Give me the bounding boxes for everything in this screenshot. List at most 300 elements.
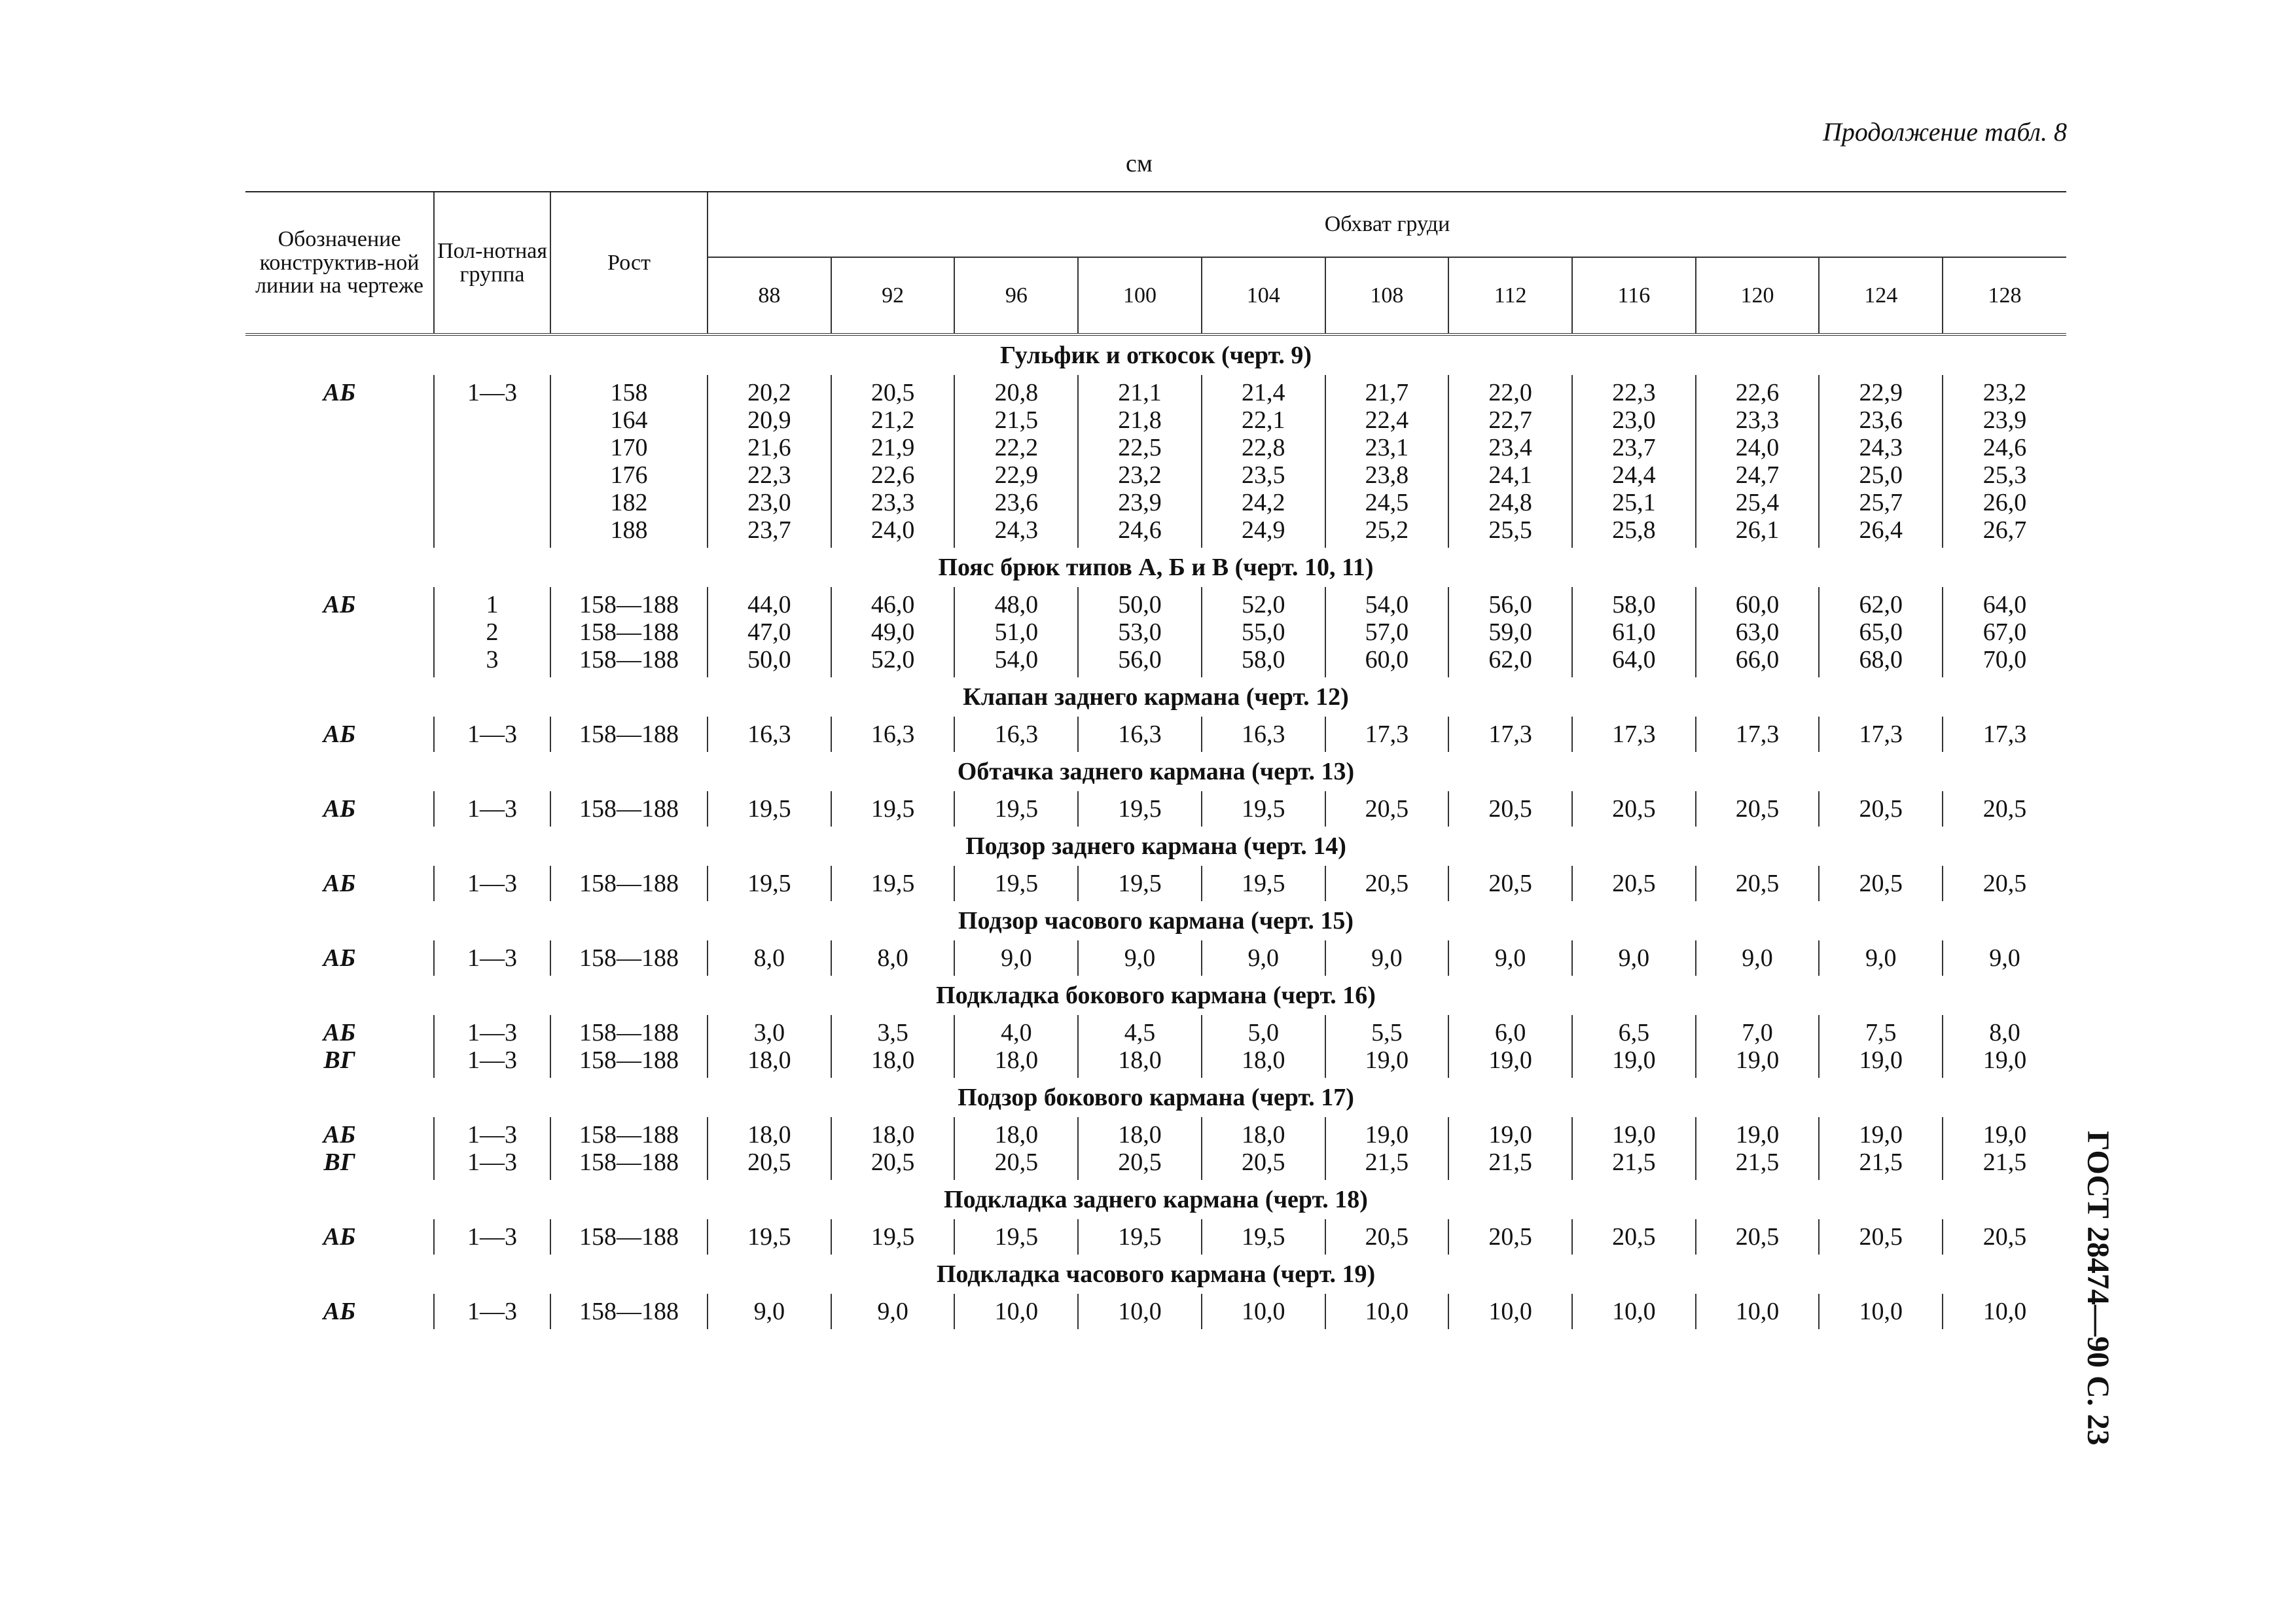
value-cell-line: 9,0 bbox=[1865, 944, 1897, 972]
value-cell-line: 16,3 bbox=[1241, 721, 1285, 748]
value-cell bbox=[708, 1294, 831, 1329]
value-cell-line: 4,5 bbox=[1124, 1019, 1156, 1046]
table-row bbox=[245, 791, 2066, 827]
group-cell-line bbox=[435, 516, 550, 544]
value-cell-line: 24,7 bbox=[1735, 461, 1780, 489]
value-cell bbox=[831, 717, 955, 752]
value-cell-line: 23,3 bbox=[1735, 406, 1780, 434]
value-cell bbox=[1943, 791, 2066, 827]
value-cell bbox=[831, 1117, 955, 1180]
value-cell bbox=[1078, 375, 1202, 548]
height-cell bbox=[550, 1219, 708, 1255]
group-cell-line: 1 bbox=[486, 591, 499, 618]
section-title-row bbox=[245, 827, 2066, 866]
value-cell-line: 19,5 bbox=[747, 1223, 791, 1251]
value-cell bbox=[1078, 866, 1202, 901]
value-cell-line: 21,5 bbox=[1859, 1149, 1903, 1176]
value-cell-line: 9,0 bbox=[1494, 944, 1526, 972]
value-cell-line: 19,0 bbox=[1982, 1121, 2027, 1149]
value-cell-line: 20,5 bbox=[1735, 795, 1780, 823]
value-cell bbox=[1078, 791, 1202, 827]
height-cell-line: 158—188 bbox=[579, 1298, 679, 1325]
value-cell bbox=[954, 587, 1078, 677]
value-cell bbox=[1819, 1015, 1943, 1078]
value-cell-line: 19,5 bbox=[870, 1223, 915, 1251]
value-cell-line: 19,0 bbox=[1612, 1121, 1656, 1149]
value-cell-line: 53,0 bbox=[1118, 618, 1162, 646]
value-cell bbox=[1572, 1294, 1696, 1329]
value-cell bbox=[1325, 1219, 1449, 1255]
value-cell-line: 10,0 bbox=[1365, 1298, 1409, 1325]
value-cell-line: 20,5 bbox=[1735, 870, 1780, 897]
value-cell bbox=[1943, 1294, 2066, 1329]
header-designation: Обозначение конструктив-ной линии на чертеже bbox=[245, 192, 434, 334]
group-cell-line: 1—3 bbox=[467, 379, 518, 406]
value-cell-line: 9,0 bbox=[1618, 944, 1650, 972]
value-cell-line: 52,0 bbox=[870, 646, 915, 673]
value-cell bbox=[1819, 587, 1943, 677]
value-cell-line: 68,0 bbox=[1859, 646, 1903, 673]
value-cell bbox=[1696, 1117, 1820, 1180]
value-cell bbox=[1943, 717, 2066, 752]
section-title: Подкладка бокового кармана (черт. 16) bbox=[936, 982, 1376, 1009]
value-cell bbox=[1819, 375, 1943, 548]
section-title: Пояс брюк типов А, Б и В (черт. 10, 11) bbox=[938, 554, 1374, 581]
value-cell-line: 18,0 bbox=[870, 1121, 915, 1149]
table-row bbox=[245, 1219, 2066, 1255]
value-cell-line: 8,0 bbox=[1989, 1019, 2020, 1046]
value-cell-line: 19,5 bbox=[1241, 870, 1285, 897]
value-cell-line: 4,0 bbox=[1001, 1019, 1032, 1046]
value-cell bbox=[954, 1294, 1078, 1329]
value-cell-line: 24,1 bbox=[1488, 461, 1532, 489]
section-title-row bbox=[245, 901, 2066, 940]
group-cell-line: 1—3 bbox=[467, 1149, 518, 1176]
height-cell bbox=[550, 940, 708, 976]
value-cell bbox=[1325, 791, 1449, 827]
value-cell bbox=[708, 791, 831, 827]
value-cell-line: 67,0 bbox=[1982, 618, 2027, 646]
height-cell-line: 176 bbox=[610, 461, 648, 489]
value-cell-line: 18,0 bbox=[1118, 1121, 1162, 1149]
value-cell-line: 8,0 bbox=[753, 944, 785, 972]
height-cell-line: 158—188 bbox=[579, 646, 679, 673]
value-cell-line: 26,7 bbox=[1982, 516, 2027, 544]
value-cell bbox=[954, 1219, 1078, 1255]
value-cell bbox=[1943, 587, 2066, 677]
value-cell-line: 9,0 bbox=[1371, 944, 1403, 972]
value-cell bbox=[1943, 1219, 2066, 1255]
group-cell-line: 1—3 bbox=[467, 1046, 518, 1074]
value-cell bbox=[831, 1015, 955, 1078]
value-cell bbox=[1448, 1294, 1572, 1329]
value-cell-line: 24,4 bbox=[1612, 461, 1656, 489]
value-cell bbox=[1572, 1117, 1696, 1180]
value-cell bbox=[1202, 1219, 1325, 1255]
value-cell bbox=[1325, 866, 1449, 901]
value-cell-line: 26,4 bbox=[1859, 516, 1903, 544]
value-cell-line: 55,0 bbox=[1241, 618, 1285, 646]
value-cell-line: 21,5 bbox=[1488, 1149, 1532, 1176]
value-cell-line: 20,5 bbox=[1859, 1223, 1903, 1251]
value-cell-line: 3,5 bbox=[877, 1019, 908, 1046]
chest-size-header: 92 bbox=[831, 257, 955, 334]
value-cell-line: 21,9 bbox=[870, 434, 915, 461]
value-cell-line: 20,5 bbox=[1982, 870, 2027, 897]
value-cell-line: 3,0 bbox=[753, 1019, 785, 1046]
chest-size-header: 100 bbox=[1078, 257, 1202, 334]
group-cell-line bbox=[435, 434, 550, 461]
value-cell bbox=[954, 717, 1078, 752]
height-cell-line: 158—188 bbox=[579, 618, 679, 646]
value-cell-line: 22,7 bbox=[1488, 406, 1532, 434]
designation-cell-line: АБ bbox=[323, 795, 356, 823]
designation-cell-line bbox=[245, 406, 433, 434]
value-cell-line: 23,2 bbox=[1118, 461, 1162, 489]
value-cell-line: 20,5 bbox=[1859, 795, 1903, 823]
height-cell bbox=[550, 1015, 708, 1078]
value-cell-line: 21,4 bbox=[1241, 379, 1285, 406]
section-title: Подкладка заднего кармана (черт. 18) bbox=[944, 1186, 1368, 1213]
designation-cell bbox=[245, 1015, 434, 1078]
value-cell-line: 25,5 bbox=[1488, 516, 1532, 544]
value-cell-line: 22,3 bbox=[747, 461, 791, 489]
value-cell-line: 19,5 bbox=[870, 795, 915, 823]
value-cell bbox=[1448, 1219, 1572, 1255]
height-cell-line: 170 bbox=[610, 434, 648, 461]
value-cell-line: 62,0 bbox=[1859, 591, 1903, 618]
value-cell bbox=[1202, 587, 1325, 677]
height-cell bbox=[550, 587, 708, 677]
height-cell-line: 158—188 bbox=[579, 1121, 679, 1149]
value-cell-line: 10,0 bbox=[994, 1298, 1039, 1325]
value-cell-line: 18,0 bbox=[747, 1046, 791, 1074]
value-cell-line: 22,9 bbox=[1859, 379, 1903, 406]
value-cell bbox=[1819, 1117, 1943, 1180]
value-cell-line: 18,0 bbox=[747, 1121, 791, 1149]
value-cell bbox=[1943, 375, 2066, 548]
group-cell bbox=[434, 717, 550, 752]
value-cell-line: 63,0 bbox=[1735, 618, 1780, 646]
value-cell bbox=[1819, 866, 1943, 901]
designation-cell-line bbox=[245, 461, 433, 489]
value-cell-line: 19,5 bbox=[1118, 795, 1162, 823]
height-cell-line: 158—188 bbox=[579, 870, 679, 897]
value-cell bbox=[1078, 717, 1202, 752]
value-cell-line: 19,0 bbox=[1488, 1046, 1532, 1074]
value-cell bbox=[1572, 866, 1696, 901]
section-title: Клапан заднего кармана (черт. 12) bbox=[963, 683, 1349, 711]
value-cell-line: 21,5 bbox=[994, 406, 1039, 434]
value-cell-line: 22,3 bbox=[1612, 379, 1656, 406]
section-title-row bbox=[245, 1078, 2066, 1117]
value-cell-line: 19,0 bbox=[1859, 1121, 1903, 1149]
value-cell bbox=[1448, 940, 1572, 976]
value-cell-line: 7,0 bbox=[1742, 1019, 1773, 1046]
value-cell bbox=[1202, 375, 1325, 548]
chest-size-header: 116 bbox=[1572, 257, 1696, 334]
value-cell bbox=[1696, 1219, 1820, 1255]
group-cell-line: 1—3 bbox=[467, 944, 518, 972]
value-cell-line: 24,2 bbox=[1241, 489, 1285, 516]
value-cell-line: 17,3 bbox=[1735, 721, 1780, 748]
value-cell-line: 17,3 bbox=[1488, 721, 1532, 748]
value-cell-line: 10,0 bbox=[1612, 1298, 1656, 1325]
value-cell bbox=[1572, 587, 1696, 677]
value-cell-line: 19,5 bbox=[747, 870, 791, 897]
value-cell-line: 20,5 bbox=[1612, 795, 1656, 823]
value-cell-line: 19,5 bbox=[1241, 795, 1285, 823]
table-row bbox=[245, 1015, 2066, 1078]
value-cell-line: 6,5 bbox=[1618, 1019, 1650, 1046]
value-cell-line: 64,0 bbox=[1982, 591, 2027, 618]
group-cell bbox=[434, 866, 550, 901]
height-cell bbox=[550, 791, 708, 827]
value-cell-line: 23,0 bbox=[747, 489, 791, 516]
value-cell-line: 5,0 bbox=[1247, 1019, 1279, 1046]
value-cell-line: 70,0 bbox=[1982, 646, 2027, 673]
value-cell-line: 24,0 bbox=[1735, 434, 1780, 461]
height-cell-line: 164 bbox=[610, 406, 648, 434]
value-cell-line: 25,3 bbox=[1982, 461, 2027, 489]
designation-cell-line: АБ bbox=[323, 1298, 356, 1325]
value-cell bbox=[1819, 1219, 1943, 1255]
value-cell-line: 54,0 bbox=[994, 646, 1039, 673]
value-cell bbox=[1819, 717, 1943, 752]
value-cell-line: 23,6 bbox=[1859, 406, 1903, 434]
designation-cell-line: АБ bbox=[323, 379, 356, 406]
value-cell-line: 20,2 bbox=[747, 379, 791, 406]
designation-cell-line bbox=[245, 646, 433, 673]
value-cell-line: 9,0 bbox=[753, 1298, 785, 1325]
value-cell-line: 18,0 bbox=[1241, 1121, 1285, 1149]
value-cell-line: 24,3 bbox=[1859, 434, 1903, 461]
designation-cell-line bbox=[245, 618, 433, 646]
value-cell-line: 44,0 bbox=[747, 591, 791, 618]
value-cell-line: 23,0 bbox=[1612, 406, 1656, 434]
section-title: Подкладка часового кармана (черт. 19) bbox=[936, 1260, 1376, 1288]
standard-page-code: ГОСТ 28474—90 С. 23 bbox=[2081, 1131, 2115, 1446]
value-cell bbox=[1696, 587, 1820, 677]
value-cell-line: 60,0 bbox=[1735, 591, 1780, 618]
value-cell-line: 19,5 bbox=[994, 1223, 1039, 1251]
section-title: Подзор бокового кармана (черт. 17) bbox=[958, 1084, 1354, 1111]
value-cell-line: 20,5 bbox=[1118, 1149, 1162, 1176]
value-cell-line: 7,5 bbox=[1865, 1019, 1897, 1046]
value-cell-line: 9,0 bbox=[1001, 944, 1032, 972]
value-cell bbox=[1202, 1015, 1325, 1078]
section-title-row bbox=[245, 334, 2066, 375]
value-cell-line: 19,5 bbox=[1241, 1223, 1285, 1251]
value-cell bbox=[708, 1117, 831, 1180]
chest-size-header: 104 bbox=[1202, 257, 1325, 334]
designation-cell bbox=[245, 717, 434, 752]
value-cell bbox=[1572, 791, 1696, 827]
value-cell bbox=[1078, 940, 1202, 976]
designation-cell-line bbox=[245, 489, 433, 516]
value-cell-line: 46,0 bbox=[870, 591, 915, 618]
value-cell-line: 16,3 bbox=[747, 721, 791, 748]
designation-cell-line: ВГ bbox=[323, 1046, 355, 1074]
section-title-row bbox=[245, 677, 2066, 717]
value-cell-line: 22,6 bbox=[870, 461, 915, 489]
value-cell bbox=[1202, 791, 1325, 827]
measurements-table bbox=[245, 191, 2066, 1329]
section-title-row bbox=[245, 1180, 2066, 1219]
section-title-row bbox=[245, 1255, 2066, 1294]
value-cell bbox=[1696, 1294, 1820, 1329]
value-cell bbox=[1819, 791, 1943, 827]
value-cell bbox=[1078, 1219, 1202, 1255]
table-body bbox=[245, 334, 2066, 1329]
designation-cell-line: ВГ bbox=[323, 1149, 355, 1176]
value-cell-line: 21,5 bbox=[1612, 1149, 1656, 1176]
designation-cell bbox=[245, 375, 434, 548]
value-cell-line: 17,3 bbox=[1612, 721, 1656, 748]
section-title-row bbox=[245, 976, 2066, 1015]
value-cell-line: 65,0 bbox=[1859, 618, 1903, 646]
value-cell bbox=[1202, 1294, 1325, 1329]
value-cell-line: 18,0 bbox=[994, 1121, 1039, 1149]
header-chest: Обхват груди bbox=[708, 192, 2066, 257]
group-cell-line: 1—3 bbox=[467, 870, 518, 897]
value-cell-line: 20,5 bbox=[1612, 1223, 1656, 1251]
group-cell bbox=[434, 1117, 550, 1180]
value-cell bbox=[1943, 866, 2066, 901]
value-cell-line: 48,0 bbox=[994, 591, 1039, 618]
group-cell-line: 2 bbox=[486, 618, 499, 646]
table-row bbox=[245, 375, 2066, 548]
table-row bbox=[245, 866, 2066, 901]
table-continuation-label: Продолжение табл. 8 bbox=[1822, 117, 2067, 147]
value-cell-line: 23,7 bbox=[747, 516, 791, 544]
group-cell bbox=[434, 1015, 550, 1078]
value-cell-line: 60,0 bbox=[1365, 646, 1409, 673]
group-cell bbox=[434, 1294, 550, 1329]
value-cell-line: 25,7 bbox=[1859, 489, 1903, 516]
group-cell-line: 1—3 bbox=[467, 795, 518, 823]
value-cell-line: 59,0 bbox=[1488, 618, 1532, 646]
designation-cell bbox=[245, 1117, 434, 1180]
value-cell-line: 25,1 bbox=[1612, 489, 1656, 516]
value-cell-line: 5,5 bbox=[1371, 1019, 1403, 1046]
value-cell-line: 24,5 bbox=[1365, 489, 1409, 516]
table-row bbox=[245, 717, 2066, 752]
height-cell bbox=[550, 1117, 708, 1180]
value-cell bbox=[1696, 717, 1820, 752]
value-cell bbox=[1696, 791, 1820, 827]
value-cell-line: 21,5 bbox=[1735, 1149, 1780, 1176]
value-cell-line: 21,1 bbox=[1118, 379, 1162, 406]
value-cell-line: 18,0 bbox=[994, 1046, 1039, 1074]
designation-cell bbox=[245, 866, 434, 901]
value-cell-line: 23,3 bbox=[870, 489, 915, 516]
value-cell bbox=[708, 375, 831, 548]
value-cell-line: 51,0 bbox=[994, 618, 1039, 646]
height-cell-line: 158—188 bbox=[579, 1223, 679, 1251]
value-cell bbox=[1325, 1015, 1449, 1078]
value-cell bbox=[831, 791, 955, 827]
table-row bbox=[245, 1294, 2066, 1329]
value-cell bbox=[831, 866, 955, 901]
designation-cell-line: АБ bbox=[323, 944, 356, 972]
designation-cell-line bbox=[245, 516, 433, 544]
height-cell bbox=[550, 375, 708, 548]
group-cell bbox=[434, 791, 550, 827]
value-cell-line: 22,6 bbox=[1735, 379, 1780, 406]
value-cell bbox=[831, 1219, 955, 1255]
designation-cell bbox=[245, 940, 434, 976]
value-cell-line: 56,0 bbox=[1118, 646, 1162, 673]
value-cell-line: 18,0 bbox=[1241, 1046, 1285, 1074]
group-cell-line: 1—3 bbox=[467, 1121, 518, 1149]
value-cell-line: 24,3 bbox=[994, 516, 1039, 544]
value-cell-line: 20,5 bbox=[1488, 1223, 1532, 1251]
value-cell bbox=[1696, 375, 1820, 548]
value-cell-line: 47,0 bbox=[747, 618, 791, 646]
unit-label: см bbox=[1126, 150, 1153, 177]
value-cell-line: 20,5 bbox=[1365, 795, 1409, 823]
designation-cell-line: АБ bbox=[323, 1223, 356, 1251]
value-cell bbox=[1078, 1015, 1202, 1078]
value-cell-line: 21,7 bbox=[1365, 379, 1409, 406]
value-cell bbox=[1696, 1015, 1820, 1078]
value-cell bbox=[1325, 717, 1449, 752]
value-cell-line: 22,9 bbox=[994, 461, 1039, 489]
value-cell-line: 20,5 bbox=[1488, 795, 1532, 823]
value-cell-line: 19,5 bbox=[747, 795, 791, 823]
chest-size-header: 120 bbox=[1696, 257, 1820, 334]
value-cell-line: 50,0 bbox=[1118, 591, 1162, 618]
value-cell-line: 25,8 bbox=[1612, 516, 1656, 544]
value-cell-line: 18,0 bbox=[1118, 1046, 1162, 1074]
value-cell bbox=[1448, 1117, 1572, 1180]
value-cell-line: 24,0 bbox=[870, 516, 915, 544]
value-cell-line: 20,9 bbox=[747, 406, 791, 434]
value-cell bbox=[1325, 1294, 1449, 1329]
height-cell-line: 158—188 bbox=[579, 944, 679, 972]
value-cell-line: 18,0 bbox=[870, 1046, 915, 1074]
value-cell bbox=[1572, 1015, 1696, 1078]
chest-size-header: 96 bbox=[954, 257, 1078, 334]
value-cell bbox=[1202, 717, 1325, 752]
group-cell-line: 1—3 bbox=[467, 1298, 518, 1325]
value-cell-line: 9,0 bbox=[1989, 944, 2020, 972]
value-cell-line: 20,5 bbox=[870, 379, 915, 406]
value-cell-line: 23,7 bbox=[1612, 434, 1656, 461]
value-cell bbox=[1325, 1117, 1449, 1180]
value-cell-line: 10,0 bbox=[1859, 1298, 1903, 1325]
group-cell-line: 1—3 bbox=[467, 721, 518, 748]
section-title-row bbox=[245, 752, 2066, 791]
height-cell bbox=[550, 717, 708, 752]
value-cell-line: 20,5 bbox=[1488, 870, 1532, 897]
group-cell bbox=[434, 940, 550, 976]
value-cell bbox=[954, 940, 1078, 976]
value-cell-line: 20,5 bbox=[1612, 870, 1656, 897]
value-cell-line: 8,0 bbox=[877, 944, 908, 972]
value-cell bbox=[954, 1015, 1078, 1078]
value-cell-line: 20,5 bbox=[1982, 1223, 2027, 1251]
value-cell bbox=[708, 866, 831, 901]
height-cell-line: 182 bbox=[610, 489, 648, 516]
value-cell bbox=[1078, 587, 1202, 677]
value-cell-line: 25,0 bbox=[1859, 461, 1903, 489]
value-cell bbox=[954, 1117, 1078, 1180]
header-group: Пол-нотная группа bbox=[434, 192, 550, 334]
value-cell bbox=[1448, 866, 1572, 901]
value-cell-line: 21,5 bbox=[1365, 1149, 1409, 1176]
